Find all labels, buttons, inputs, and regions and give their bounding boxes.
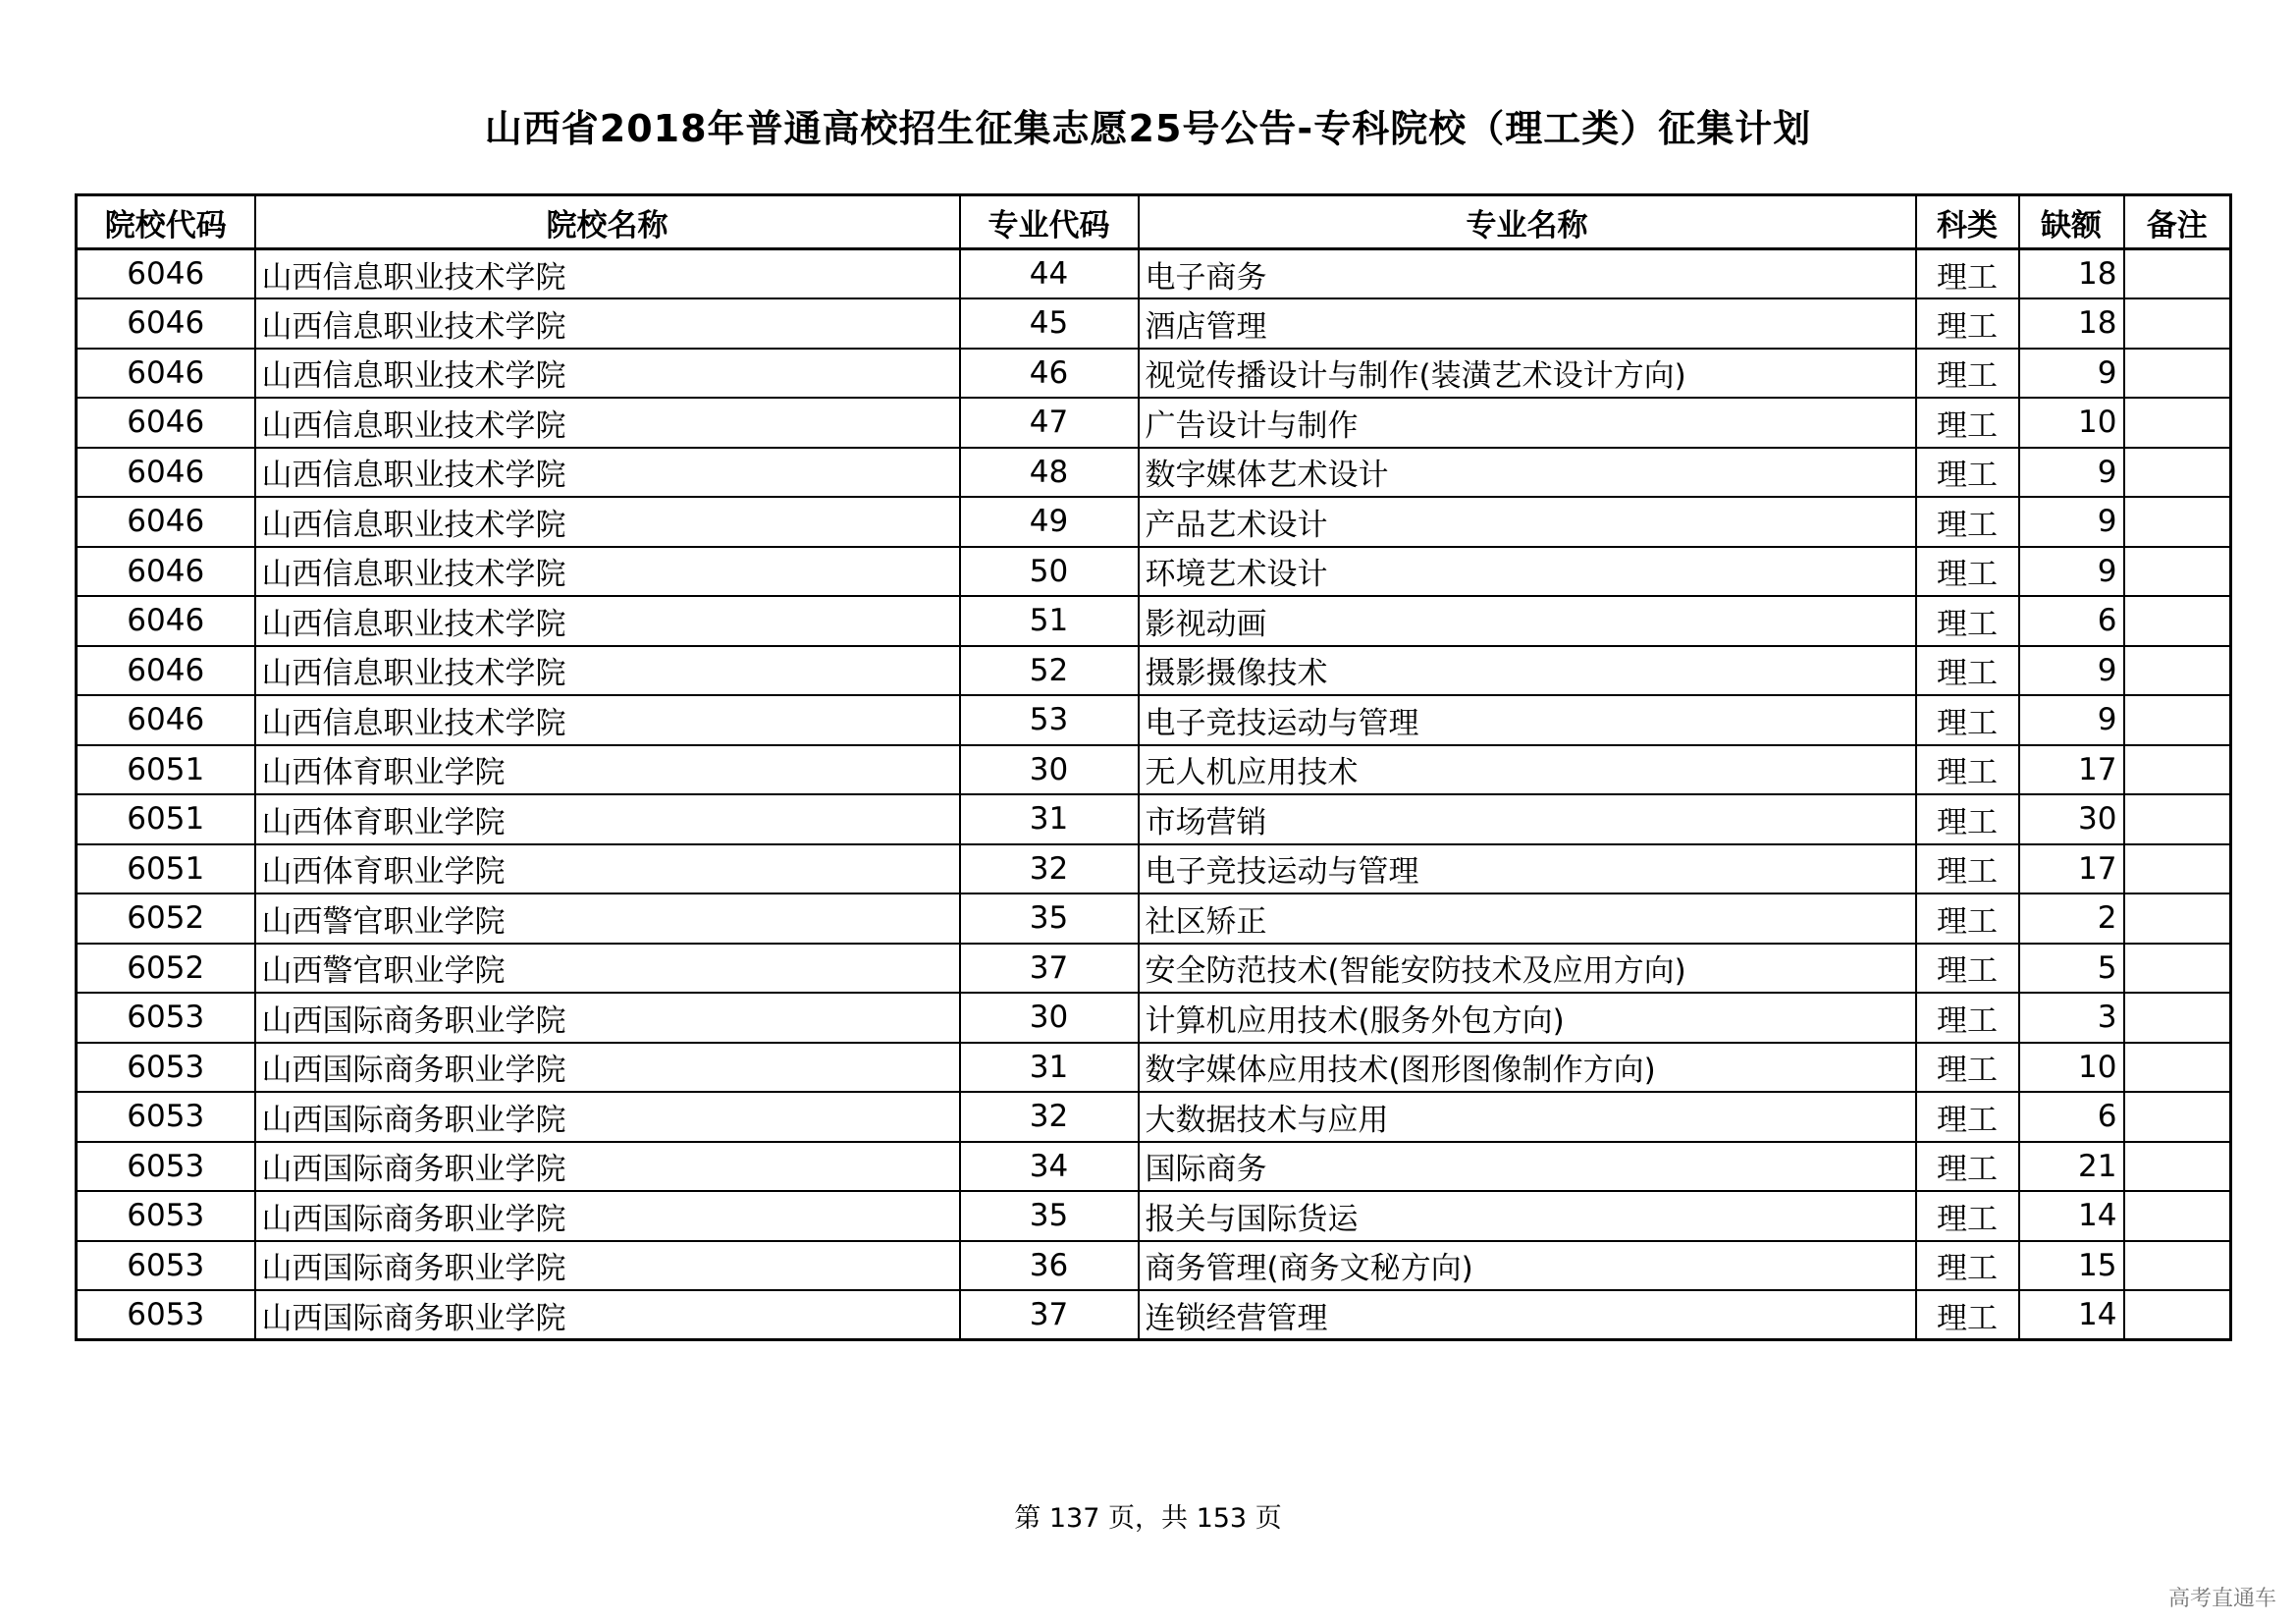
cell-school-name: 山西国际商务职业学院 <box>255 1142 960 1192</box>
cell-major-code: 36 <box>960 1241 1139 1291</box>
cell-quota: 10 <box>2019 1043 2124 1093</box>
cell-category: 理工 <box>1916 497 2019 547</box>
cell-major-name: 社区矫正 <box>1139 893 1916 944</box>
table-row <box>77 794 2231 844</box>
cell-remarks <box>2124 398 2231 448</box>
cell-remarks <box>2124 349 2231 399</box>
cell-category: 理工 <box>1916 893 2019 944</box>
cell-remarks <box>2124 893 2231 944</box>
cell-major-code: 47 <box>960 398 1139 448</box>
cell-category: 理工 <box>1916 745 2019 795</box>
cell-quota: 30 <box>2019 794 2124 844</box>
cell-school-code: 6046 <box>77 448 255 498</box>
cell-quota: 9 <box>2019 349 2124 399</box>
cell-quota: 15 <box>2019 1241 2124 1291</box>
table-row <box>77 349 2231 399</box>
cell-remarks <box>2124 298 2231 349</box>
cell-school-code: 6052 <box>77 893 255 944</box>
table-row <box>77 993 2231 1043</box>
table-row <box>77 1290 2231 1340</box>
cell-category: 理工 <box>1916 1043 2019 1093</box>
cell-school-code: 6053 <box>77 1241 255 1291</box>
cell-major-name: 电子竞技运动与管理 <box>1139 844 1916 894</box>
cell-category: 理工 <box>1916 1092 2019 1142</box>
cell-major-name: 产品艺术设计 <box>1139 497 1916 547</box>
cell-major-code: 44 <box>960 249 1139 299</box>
cell-category: 理工 <box>1916 1241 2019 1291</box>
cell-remarks <box>2124 646 2231 696</box>
cell-remarks <box>2124 1092 2231 1142</box>
cell-category: 理工 <box>1916 596 2019 646</box>
header-category: 科类 <box>1916 195 2019 249</box>
cell-school-code: 6046 <box>77 298 255 349</box>
cell-school-name: 山西体育职业学院 <box>255 794 960 844</box>
table-row <box>77 1043 2231 1093</box>
cell-major-code: 34 <box>960 1142 1139 1192</box>
cell-school-name: 山西国际商务职业学院 <box>255 1191 960 1241</box>
cell-major-name: 电子竞技运动与管理 <box>1139 695 1916 745</box>
cell-school-code: 6053 <box>77 1092 255 1142</box>
cell-major-code: 49 <box>960 497 1139 547</box>
cell-major-code: 37 <box>960 944 1139 994</box>
cell-remarks <box>2124 993 2231 1043</box>
table-row <box>77 249 2231 299</box>
cell-major-name: 数字媒体艺术设计 <box>1139 448 1916 498</box>
cell-school-name: 山西国际商务职业学院 <box>255 993 960 1043</box>
cell-major-name: 安全防范技术(智能安防技术及应用方向) <box>1139 944 1916 994</box>
cell-school-name: 山西信息职业技术学院 <box>255 646 960 696</box>
cell-major-name: 连锁经营管理 <box>1139 1290 1916 1340</box>
cell-remarks <box>2124 1191 2231 1241</box>
cell-quota: 5 <box>2019 944 2124 994</box>
cell-category: 理工 <box>1916 1191 2019 1241</box>
cell-major-name: 国际商务 <box>1139 1142 1916 1192</box>
cell-school-code: 6053 <box>77 1290 255 1340</box>
cell-remarks <box>2124 596 2231 646</box>
cell-category: 理工 <box>1916 298 2019 349</box>
table-row <box>77 646 2231 696</box>
cell-category: 理工 <box>1916 547 2019 597</box>
cell-quota: 10 <box>2019 398 2124 448</box>
cell-major-name: 电子商务 <box>1139 249 1916 299</box>
cell-category: 理工 <box>1916 646 2019 696</box>
cell-major-code: 37 <box>960 1290 1139 1340</box>
table-row <box>77 497 2231 547</box>
cell-quota: 14 <box>2019 1290 2124 1340</box>
cell-major-code: 46 <box>960 349 1139 399</box>
cell-remarks <box>2124 1241 2231 1291</box>
cell-school-name: 山西信息职业技术学院 <box>255 398 960 448</box>
cell-school-name: 山西信息职业技术学院 <box>255 298 960 349</box>
table-header-row <box>77 195 2231 249</box>
cell-school-name: 山西警官职业学院 <box>255 944 960 994</box>
cell-major-name: 环境艺术设计 <box>1139 547 1916 597</box>
table-row <box>77 1092 2231 1142</box>
cell-quota: 2 <box>2019 893 2124 944</box>
header-quota: 缺额 <box>2019 195 2124 249</box>
cell-school-code: 6052 <box>77 944 255 994</box>
cell-major-code: 53 <box>960 695 1139 745</box>
cell-major-name: 无人机应用技术 <box>1139 745 1916 795</box>
cell-major-code: 31 <box>960 794 1139 844</box>
table-row <box>77 298 2231 349</box>
table-row <box>77 547 2231 597</box>
cell-remarks <box>2124 695 2231 745</box>
page-footer: 第 137 页，共 153 页 <box>1014 1503 1282 1534</box>
cell-major-name: 酒店管理 <box>1139 298 1916 349</box>
cell-quota: 18 <box>2019 298 2124 349</box>
cell-major-code: 52 <box>960 646 1139 696</box>
cell-school-code: 6053 <box>77 993 255 1043</box>
cell-category: 理工 <box>1916 349 2019 399</box>
cell-remarks <box>2124 1142 2231 1192</box>
cell-major-code: 30 <box>960 993 1139 1043</box>
cell-school-code: 6046 <box>77 497 255 547</box>
cell-quota: 9 <box>2019 448 2124 498</box>
cell-major-code: 35 <box>960 893 1139 944</box>
cell-category: 理工 <box>1916 844 2019 894</box>
cell-major-name: 广告设计与制作 <box>1139 398 1916 448</box>
cell-major-code: 32 <box>960 844 1139 894</box>
cell-remarks <box>2124 547 2231 597</box>
cell-school-name: 山西体育职业学院 <box>255 745 960 795</box>
cell-major-code: 48 <box>960 448 1139 498</box>
cell-quota: 3 <box>2019 993 2124 1043</box>
cell-school-name: 山西信息职业技术学院 <box>255 448 960 498</box>
cell-major-code: 45 <box>960 298 1139 349</box>
cell-quota: 17 <box>2019 745 2124 795</box>
enrollment-plan-table <box>75 193 2232 1341</box>
table-body <box>77 249 2231 1340</box>
cell-major-name: 数字媒体应用技术(图形图像制作方向) <box>1139 1043 1916 1093</box>
cell-category: 理工 <box>1916 398 2019 448</box>
cell-major-name: 影视动画 <box>1139 596 1916 646</box>
cell-category: 理工 <box>1916 794 2019 844</box>
cell-school-name: 山西体育职业学院 <box>255 844 960 894</box>
cell-remarks <box>2124 745 2231 795</box>
table-row <box>77 944 2231 994</box>
cell-school-name: 山西信息职业技术学院 <box>255 497 960 547</box>
cell-school-name: 山西警官职业学院 <box>255 893 960 944</box>
cell-school-code: 6053 <box>77 1043 255 1093</box>
cell-quota: 9 <box>2019 695 2124 745</box>
table-row <box>77 398 2231 448</box>
cell-category: 理工 <box>1916 1142 2019 1192</box>
header-remarks: 备注 <box>2124 195 2231 249</box>
cell-major-code: 30 <box>960 745 1139 795</box>
cell-school-code: 6046 <box>77 695 255 745</box>
cell-school-name: 山西国际商务职业学院 <box>255 1092 960 1142</box>
cell-category: 理工 <box>1916 993 2019 1043</box>
table-row <box>77 1142 2231 1192</box>
cell-remarks <box>2124 1290 2231 1340</box>
cell-quota: 17 <box>2019 844 2124 894</box>
header-school-name: 院校名称 <box>255 195 960 249</box>
cell-major-name: 计算机应用技术(服务外包方向) <box>1139 993 1916 1043</box>
cell-school-name: 山西信息职业技术学院 <box>255 249 960 299</box>
cell-remarks <box>2124 794 2231 844</box>
cell-category: 理工 <box>1916 1290 2019 1340</box>
cell-school-code: 6053 <box>77 1191 255 1241</box>
cell-school-code: 6046 <box>77 349 255 399</box>
watermark: 高考直通车 <box>2167 1587 2276 1611</box>
cell-school-name: 山西信息职业技术学院 <box>255 349 960 399</box>
table-row <box>77 596 2231 646</box>
table-row <box>77 1191 2231 1241</box>
cell-category: 理工 <box>1916 944 2019 994</box>
table-row <box>77 893 2231 944</box>
cell-quota: 6 <box>2019 596 2124 646</box>
cell-quota: 9 <box>2019 497 2124 547</box>
cell-quota: 9 <box>2019 547 2124 597</box>
cell-school-code: 6046 <box>77 547 255 597</box>
cell-school-code: 6046 <box>77 398 255 448</box>
table-row <box>77 448 2231 498</box>
cell-major-code: 32 <box>960 1092 1139 1142</box>
cell-quota: 21 <box>2019 1142 2124 1192</box>
cell-quota: 18 <box>2019 249 2124 299</box>
table-row <box>77 695 2231 745</box>
cell-remarks <box>2124 249 2231 299</box>
cell-major-code: 51 <box>960 596 1139 646</box>
cell-school-name: 山西信息职业技术学院 <box>255 695 960 745</box>
cell-major-name: 视觉传播设计与制作(装潢艺术设计方向) <box>1139 349 1916 399</box>
cell-major-name: 大数据技术与应用 <box>1139 1092 1916 1142</box>
cell-major-name: 商务管理(商务文秘方向) <box>1139 1241 1916 1291</box>
cell-major-name: 报关与国际货运 <box>1139 1191 1916 1241</box>
cell-major-code: 35 <box>960 1191 1139 1241</box>
cell-remarks <box>2124 1043 2231 1093</box>
cell-major-name: 市场营销 <box>1139 794 1916 844</box>
cell-school-name: 山西信息职业技术学院 <box>255 547 960 597</box>
cell-remarks <box>2124 448 2231 498</box>
cell-school-code: 6046 <box>77 596 255 646</box>
cell-major-name: 摄影摄像技术 <box>1139 646 1916 696</box>
cell-school-name: 山西国际商务职业学院 <box>255 1290 960 1340</box>
cell-major-code: 50 <box>960 547 1139 597</box>
cell-remarks <box>2124 497 2231 547</box>
cell-quota: 6 <box>2019 1092 2124 1142</box>
header-major-name: 专业名称 <box>1139 195 1916 249</box>
page-title: 山西省2018年普通高校招生征集志愿25号公告-专科院校（理工类）征集计划 <box>484 107 1812 150</box>
cell-school-code: 6053 <box>77 1142 255 1192</box>
cell-major-code: 31 <box>960 1043 1139 1093</box>
header-school-code: 院校代码 <box>77 195 255 249</box>
cell-school-code: 6051 <box>77 794 255 844</box>
cell-remarks <box>2124 944 2231 994</box>
cell-quota: 9 <box>2019 646 2124 696</box>
cell-school-name: 山西信息职业技术学院 <box>255 596 960 646</box>
cell-school-code: 6051 <box>77 844 255 894</box>
header-major-code: 专业代码 <box>960 195 1139 249</box>
cell-remarks <box>2124 844 2231 894</box>
cell-school-name: 山西国际商务职业学院 <box>255 1043 960 1093</box>
cell-category: 理工 <box>1916 448 2019 498</box>
cell-category: 理工 <box>1916 249 2019 299</box>
cell-school-code: 6046 <box>77 646 255 696</box>
table-row <box>77 844 2231 894</box>
cell-school-code: 6046 <box>77 249 255 299</box>
cell-category: 理工 <box>1916 695 2019 745</box>
cell-school-name: 山西国际商务职业学院 <box>255 1241 960 1291</box>
table-row <box>77 1241 2231 1291</box>
cell-school-code: 6051 <box>77 745 255 795</box>
table-row <box>77 745 2231 795</box>
cell-quota: 14 <box>2019 1191 2124 1241</box>
